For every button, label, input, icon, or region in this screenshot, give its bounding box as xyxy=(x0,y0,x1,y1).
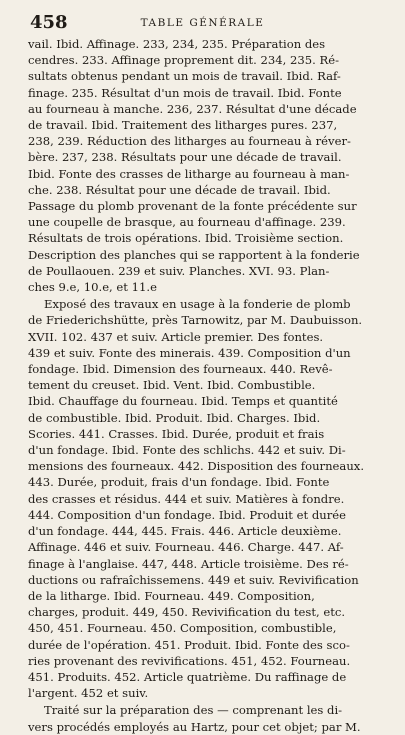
text-line: charges, produit. 449, 450. Revivification du test, etc. xyxy=(28,605,346,620)
text-line: d'un fondage. Ibid. Fonte des schlichs. 442 et suiv. Di- xyxy=(28,443,346,458)
text-line: Résultats de trois opérations. Ibid. Troisième section. xyxy=(28,231,344,246)
text-line: une coupelle de brasque, au fourneau d'affinage. 239. xyxy=(28,215,346,230)
text-line: d'un fondage. 444, 445. Frais. 446. Article deuxième. xyxy=(28,524,342,539)
text-line: des crasses et résidus. 444 et suiv. Matières à fondre. xyxy=(28,491,345,506)
text-line: Passage du plomb provenant de la fonte précédente sur xyxy=(28,199,357,214)
text-line: de la litharge. Ibid. Fourneau. 449. Composition, xyxy=(28,588,315,603)
text-line: finage. 235. Résultat d'un mois de travail. Ibid. Fonte xyxy=(28,85,342,100)
text-line: 238, 239. Réduction des litharges au fourneau à réver- xyxy=(28,134,351,149)
text-line: l'argent. 452 et suiv. xyxy=(28,686,149,701)
page-header xyxy=(30,12,375,34)
text-line: Description des planches qui se rapportent à la fonderie xyxy=(28,247,360,262)
text-line: tement du creuset. Ibid. Vent. Ibid. Combustible. xyxy=(28,378,316,393)
text-line: 443. Durée, produit, frais d'un fondage. Ibid. Fonte xyxy=(28,475,330,490)
text-line: de Poullaouen. 239 et suiv. Planches. XVI. 93. Plan- xyxy=(28,263,330,278)
text-line: vers procédés employés au Hartz, pour cet objet; par M. xyxy=(28,719,361,734)
text-line: sultats obtenus pendant un mois de travail. Ibid. Raf- xyxy=(28,69,341,84)
text-line: de travail. Ibid. Traitement des litharges pures. 237, xyxy=(28,118,338,133)
text-line: ductions ou rafraîchissemens. 449 et suiv. Revivification xyxy=(28,572,359,587)
text-line: durée de l'opération. 451. Produit. Ibid. Fonte des sco- xyxy=(28,637,350,652)
text-line: Scories. 441. Crasses. Ibid. Durée, produit et frais xyxy=(28,426,325,441)
text-line: ches 9.e, 10.e, et 11.e xyxy=(28,280,157,295)
text-line: 450, 451. Fourneau. 450. Composition, combustible, xyxy=(28,621,337,636)
text-line: 439 et suiv. Fonte des minerais. 439. Composition d'un xyxy=(28,345,351,360)
text-line: Ibid. Fonte des crasses de litharge au fourneau à man- xyxy=(28,166,350,181)
text-line: cendres. 233. Affinage proprement dit. 234, 235. Ré- xyxy=(28,53,340,68)
text-line: ries provenant des revivifications. 451, 452. Fourneau. xyxy=(28,653,351,668)
text-line: Traité sur la préparation des — comprenant les di- xyxy=(44,703,343,718)
text-line: che. 238. Résultat pour une décade de travail. Ibid. xyxy=(28,182,331,197)
text-line: de Friederichshütte, près Tarnowitz, par M. Daubuisson. xyxy=(28,313,363,328)
text-line: Affinage. 446 et suiv. Fourneau. 446. Charge. 447. Af- xyxy=(28,540,344,555)
text-line: au fourneau à manche. 236, 237. Résultat d'une décade xyxy=(28,101,357,116)
text-line: mensions des fourneaux. 442. Disposition des fourneaux. xyxy=(28,459,365,474)
text-line: de combustible. Ibid. Produit. Ibid. Charges. Ibid. xyxy=(28,410,321,425)
text-line: 451. Produits. 452. Article quatrième. Du raffinage de xyxy=(28,669,347,684)
text-line: vail. Ibid. Affinage. 233, 234, 235. Préparation des xyxy=(28,37,326,51)
page-number: 458 xyxy=(30,12,68,33)
text-line: Exposé des travaux en usage à la fonderie de plomb xyxy=(44,297,351,312)
text-line: bère. 237, 238. Résultats pour une décade de travail. xyxy=(28,150,342,165)
text-line: fondage. Ibid. Dimension des fourneaux. 440. Revê- xyxy=(28,362,333,377)
text-line: 444. Composition d'un fondage. Ibid. Produit et durée xyxy=(28,507,346,522)
text-line: Ibid. Chauffage du fourneau. Ibid. Temps et quantité xyxy=(28,394,338,409)
index-text xyxy=(28,36,383,735)
text-line: XVII. 102. 437 et suiv. Article premier. Des fontes. xyxy=(28,329,324,344)
text-line: finage à l'anglaise. 447, 448. Article troisième. Des ré- xyxy=(28,556,349,571)
running-title: TABLE GÉNÉRALE xyxy=(140,17,265,29)
